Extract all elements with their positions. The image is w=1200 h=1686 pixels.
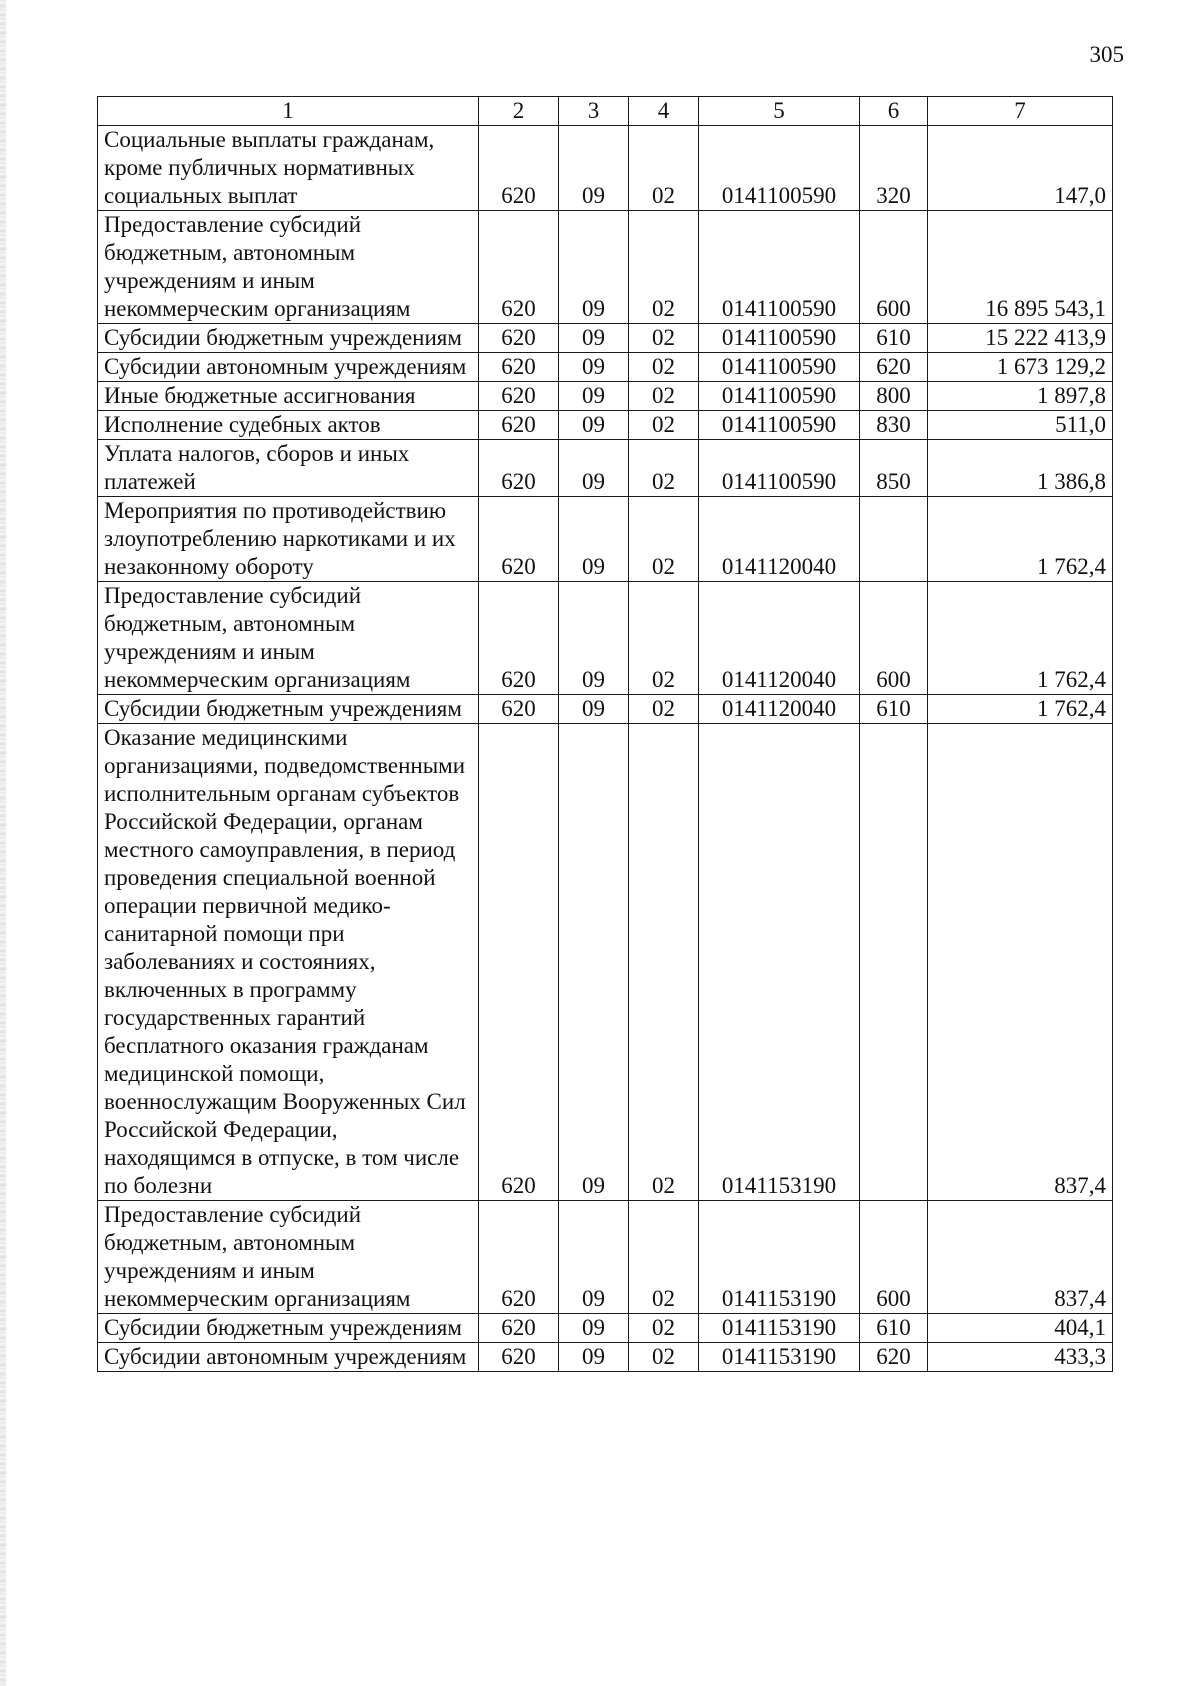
row-amount: 1 897,8: [928, 382, 1113, 411]
row-col-2: 620: [479, 411, 559, 440]
row-col-5: 0141100590: [699, 324, 860, 353]
row-amount: 433,3: [928, 1343, 1113, 1372]
row-col-6: [860, 497, 928, 582]
row-col-4: 02: [629, 1343, 699, 1372]
row-col-2: 620: [479, 1314, 559, 1343]
table-header: [98, 97, 1113, 126]
row-col-3: 09: [559, 126, 629, 211]
table-row: [98, 1201, 1113, 1314]
header-cell-2: 2: [479, 97, 559, 126]
row-description: Субсидии автономным учреждениям: [98, 1343, 479, 1372]
row-col-4: 02: [629, 211, 699, 324]
row-col-3: 09: [559, 440, 629, 497]
row-col-5: 0141120040: [699, 695, 860, 724]
row-amount: 1 386,8: [928, 440, 1113, 497]
row-description: Предоставление субсидий бюджетным, автономным учреждениям и иным некоммерческим организациям: [98, 211, 479, 324]
header-cell-1: 1: [98, 97, 479, 126]
row-description: Субсидии автономным учреждениям: [98, 353, 479, 382]
row-col-6: 610: [860, 695, 928, 724]
row-col-3: 09: [559, 695, 629, 724]
table-body: [98, 126, 1113, 1372]
row-col-4: 02: [629, 353, 699, 382]
row-amount: 16 895 543,1: [928, 211, 1113, 324]
row-col-3: 09: [559, 1343, 629, 1372]
row-col-3: 09: [559, 1201, 629, 1314]
table-row: [98, 695, 1113, 724]
row-description: Уплата налогов, сборов и иных платежей: [98, 440, 479, 497]
header-cell-5: 5: [699, 97, 860, 126]
scan-edge: [0, 0, 6, 1686]
row-col-5: 0141100590: [699, 353, 860, 382]
row-col-6: 800: [860, 382, 928, 411]
row-description: Иные бюджетные ассигнования: [98, 382, 479, 411]
row-amount: 1 762,4: [928, 582, 1113, 695]
row-col-2: 620: [479, 497, 559, 582]
row-col-6: [860, 724, 928, 1201]
row-col-4: 02: [629, 1314, 699, 1343]
row-description: Исполнение судебных актов: [98, 411, 479, 440]
row-description: Предоставление субсидий бюджетным, автономным учреждениям и иным некоммерческим организациям: [98, 582, 479, 695]
row-col-4: 02: [629, 497, 699, 582]
row-description: Предоставление субсидий бюджетным, автономным учреждениям и иным некоммерческим организациям: [98, 1201, 479, 1314]
row-amount: 404,1: [928, 1314, 1113, 1343]
row-col-6: 600: [860, 582, 928, 695]
row-col-6: 610: [860, 324, 928, 353]
row-description: Оказание медицинскими организациями, подведомственными исполнительным органам субъектов Российской Федерации, органам местного самоуправления, в период проведения специальной военной операции первичной медико-санитарной помощи при заболеваниях и состояниях, включенных в программу государственных гарантий бесплатного оказания гражданам медицинской помощи, военнослужащим Вооруженных Сил Российской Федерации, находящимся в отпуске, в том числе по болезни: [98, 724, 479, 1201]
row-col-3: 09: [559, 411, 629, 440]
row-col-5: 0141100590: [699, 126, 860, 211]
row-amount: 837,4: [928, 1201, 1113, 1314]
row-col-6: 320: [860, 126, 928, 211]
row-col-5: 0141153190: [699, 1201, 860, 1314]
row-col-2: 620: [479, 724, 559, 1201]
row-amount: 1 762,4: [928, 497, 1113, 582]
row-col-2: 620: [479, 582, 559, 695]
table-row: [98, 126, 1113, 211]
row-col-6: 620: [860, 1343, 928, 1372]
row-col-4: 02: [629, 126, 699, 211]
row-amount: 511,0: [928, 411, 1113, 440]
row-description: Социальные выплаты гражданам, кроме публичных нормативных социальных выплат: [98, 126, 479, 211]
header-cell-6: 6: [860, 97, 928, 126]
row-col-3: 09: [559, 1314, 629, 1343]
row-col-5: 0141153190: [699, 1314, 860, 1343]
header-cell-3: 3: [559, 97, 629, 126]
row-amount: 1 673 129,2: [928, 353, 1113, 382]
row-amount: 15 222 413,9: [928, 324, 1113, 353]
row-col-4: 02: [629, 1201, 699, 1314]
table-row: [98, 411, 1113, 440]
row-description: Субсидии бюджетным учреждениям: [98, 324, 479, 353]
table-row: [98, 497, 1113, 582]
row-col-3: 09: [559, 353, 629, 382]
row-col-4: 02: [629, 724, 699, 1201]
row-col-2: 620: [479, 353, 559, 382]
row-col-6: 830: [860, 411, 928, 440]
budget-table: [97, 96, 1113, 1372]
table-row: [98, 1343, 1113, 1372]
row-col-4: 02: [629, 382, 699, 411]
row-col-5: 0141100590: [699, 211, 860, 324]
table-row: [98, 724, 1113, 1201]
table-row: [98, 1314, 1113, 1343]
row-col-3: 09: [559, 324, 629, 353]
row-col-5: 0141120040: [699, 497, 860, 582]
row-col-2: 620: [479, 440, 559, 497]
row-col-4: 02: [629, 582, 699, 695]
row-col-3: 09: [559, 582, 629, 695]
row-col-5: 0141153190: [699, 724, 860, 1201]
row-col-5: 0141153190: [699, 1343, 860, 1372]
row-col-2: 620: [479, 324, 559, 353]
row-col-6: 600: [860, 1201, 928, 1314]
row-description: Субсидии бюджетным учреждениям: [98, 1314, 479, 1343]
table-row: [98, 440, 1113, 497]
row-col-6: 600: [860, 211, 928, 324]
table-row: [98, 324, 1113, 353]
row-col-4: 02: [629, 695, 699, 724]
row-amount: 837,4: [928, 724, 1113, 1201]
row-amount: 147,0: [928, 126, 1113, 211]
row-col-6: 610: [860, 1314, 928, 1343]
row-col-3: 09: [559, 382, 629, 411]
row-col-6: 850: [860, 440, 928, 497]
row-col-2: 620: [479, 1201, 559, 1314]
page-number: 305: [1089, 42, 1124, 67]
row-col-2: 620: [479, 1343, 559, 1372]
table-row: [98, 382, 1113, 411]
row-col-5: 0141100590: [699, 382, 860, 411]
row-col-5: 0141100590: [699, 440, 860, 497]
row-amount: 1 762,4: [928, 695, 1113, 724]
row-description: Мероприятия по противодействию злоупотреблению наркотиками и их незаконному обороту: [98, 497, 479, 582]
row-col-3: 09: [559, 211, 629, 324]
row-col-3: 09: [559, 724, 629, 1201]
row-col-6: 620: [860, 353, 928, 382]
row-col-4: 02: [629, 411, 699, 440]
table-row: [98, 211, 1113, 324]
row-col-3: 09: [559, 497, 629, 582]
row-col-2: 620: [479, 382, 559, 411]
row-col-2: 620: [479, 695, 559, 724]
header-cell-7: 7: [928, 97, 1113, 126]
header-row: [98, 97, 1113, 126]
row-col-4: 02: [629, 324, 699, 353]
header-cell-4: 4: [629, 97, 699, 126]
table-row: [98, 353, 1113, 382]
row-col-5: 0141120040: [699, 582, 860, 695]
table-row: [98, 582, 1113, 695]
row-col-5: 0141100590: [699, 411, 860, 440]
row-col-4: 02: [629, 440, 699, 497]
row-col-2: 620: [479, 126, 559, 211]
row-description: Субсидии бюджетным учреждениям: [98, 695, 479, 724]
row-col-2: 620: [479, 211, 559, 324]
